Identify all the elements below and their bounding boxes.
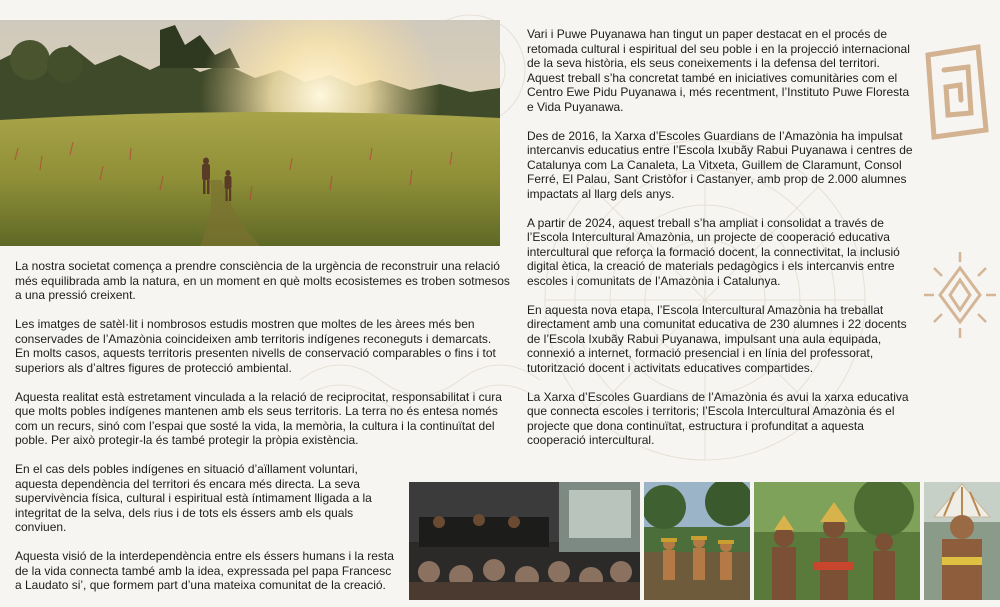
right-paragraph-1: Vari i Puwe Puyanawa han tingut un paper destacat en el procés de retomada cultural i espiritual del seu poble i en la projecció internacional de la seva història, els seus coneixements i la defensa del territori. Aquest treball s’ha concretat també en iniciatives comunitàries com el Centro Ewe Pidu Puyanawa i, més recentment, l’Instituto Puwe Floresta e Vida Puyanawa. (527, 27, 910, 114)
left-paragraph-2: Les imatges de satèl·lit i nombrosos estudis mostren que moltes de les àrees més ben conservades de l’Amazònia coincideixen amb territoris indígenes reconeguts i demarcats. (15, 317, 492, 346)
man-with-feather-headdress-photo (924, 482, 1000, 600)
right-paragraph-2: Des de 2016, la Xarxa d’Escoles Guardians de l’Amazònia ha impulsat intercanvis educatius entre l’Escola Ixubãy Rabui Puyanawa i centres de Catalunya com La Canaleta, La Vitxeta, Guillem de Claramunt, Consol Ferré, El Palau, Sant Cristòfor i Castanyer, amb prop de 2.000 alumnes impactats al llarg dels anys. (527, 128, 913, 201)
dancers-in-forest-photo (644, 482, 750, 600)
left-paragraph-1: La nostra societat comença a prendre consciència de la urgència de reconstruir una relació més equilibrada amb la natura, en un moment en què molts ecosistemes es troben sotmesos a una pressió creixent. (15, 259, 510, 302)
left-paragraph-6: Aquesta visió de la interdependència entre els éssers humans i la resta de la vida connecta també amb la idea, expressada pel papa Francesc a Laudato si’, que formem part d’una mateixa comunitat de la creació. (15, 549, 394, 592)
group-in-headdresses-photo (754, 482, 920, 600)
left-paragraph-4: Aquesta realitat està estretament vinculada a la relació de reciprocitat, responsabilitat i cura que molts pobles indígenes mantenen amb els seus territoris. La terra no és entesa només com un recurs, sinó com l’espai que sosté la vida, la memòria, la cultura i la continuïtat del poble. Per això protegir-la és també protegir la pròpia existència. (15, 389, 502, 447)
rainforest-clearing-photo (0, 20, 500, 246)
left-paragraph-5: En el cas dels pobles indígenes en situació d’aïllament voluntari, aquesta dependència del territori és encara més directa. La seva supervivència física, cultural i espiritual està íntimament lligada a la integritat de la selva, dels rius i de tots els éssers amb els quals conviuen. (15, 462, 372, 534)
right-paragraph-3: A partir de 2024, aquest treball s’ha ampliat i consolidat a través de l’Escola Intercultural Amazònia, un projecte de cooperació educativa intercultural que reforça la formació docent, la connectivitat, la inclusió digital ètica, la creació de materials pedagògics i els intercanvis entre escoles i comunitats de l’Amazònia i Catalunya. (527, 215, 900, 288)
right-paragraph-5: La Xarxa d’Escoles Guardians de l’Amazònia és avui la xarxa educativa que connecta escoles i territoris; l’Escola Intercultural Amazònia és el projecte que dona continuïtat, estructura i profunditat a aquesta cooperació intercultural. (527, 389, 909, 447)
spiral-motif-icon (916, 35, 996, 150)
left-text-column (15, 259, 513, 607)
right-text-column (527, 27, 919, 462)
right-paragraph-4: En aquesta nova etapa, l’Escola Intercultural Amazònia ha treballat directament amb una comunitat educativa de 230 alumnes i 22 docents de l’Escola Ixubãy Rabui Puyanawa, impulsant una aula equipada, connexió a internet, formació presencial i en línia del professorat, tutorització docent i activitats educatives compartides. (527, 302, 907, 375)
left-paragraph-3: En molts casos, aquests territoris presenten nivells de conservació comparables o fins i tot superiors als d’altres figures de protecció ambiental. (15, 346, 496, 375)
sun-motif-icon (922, 250, 998, 340)
